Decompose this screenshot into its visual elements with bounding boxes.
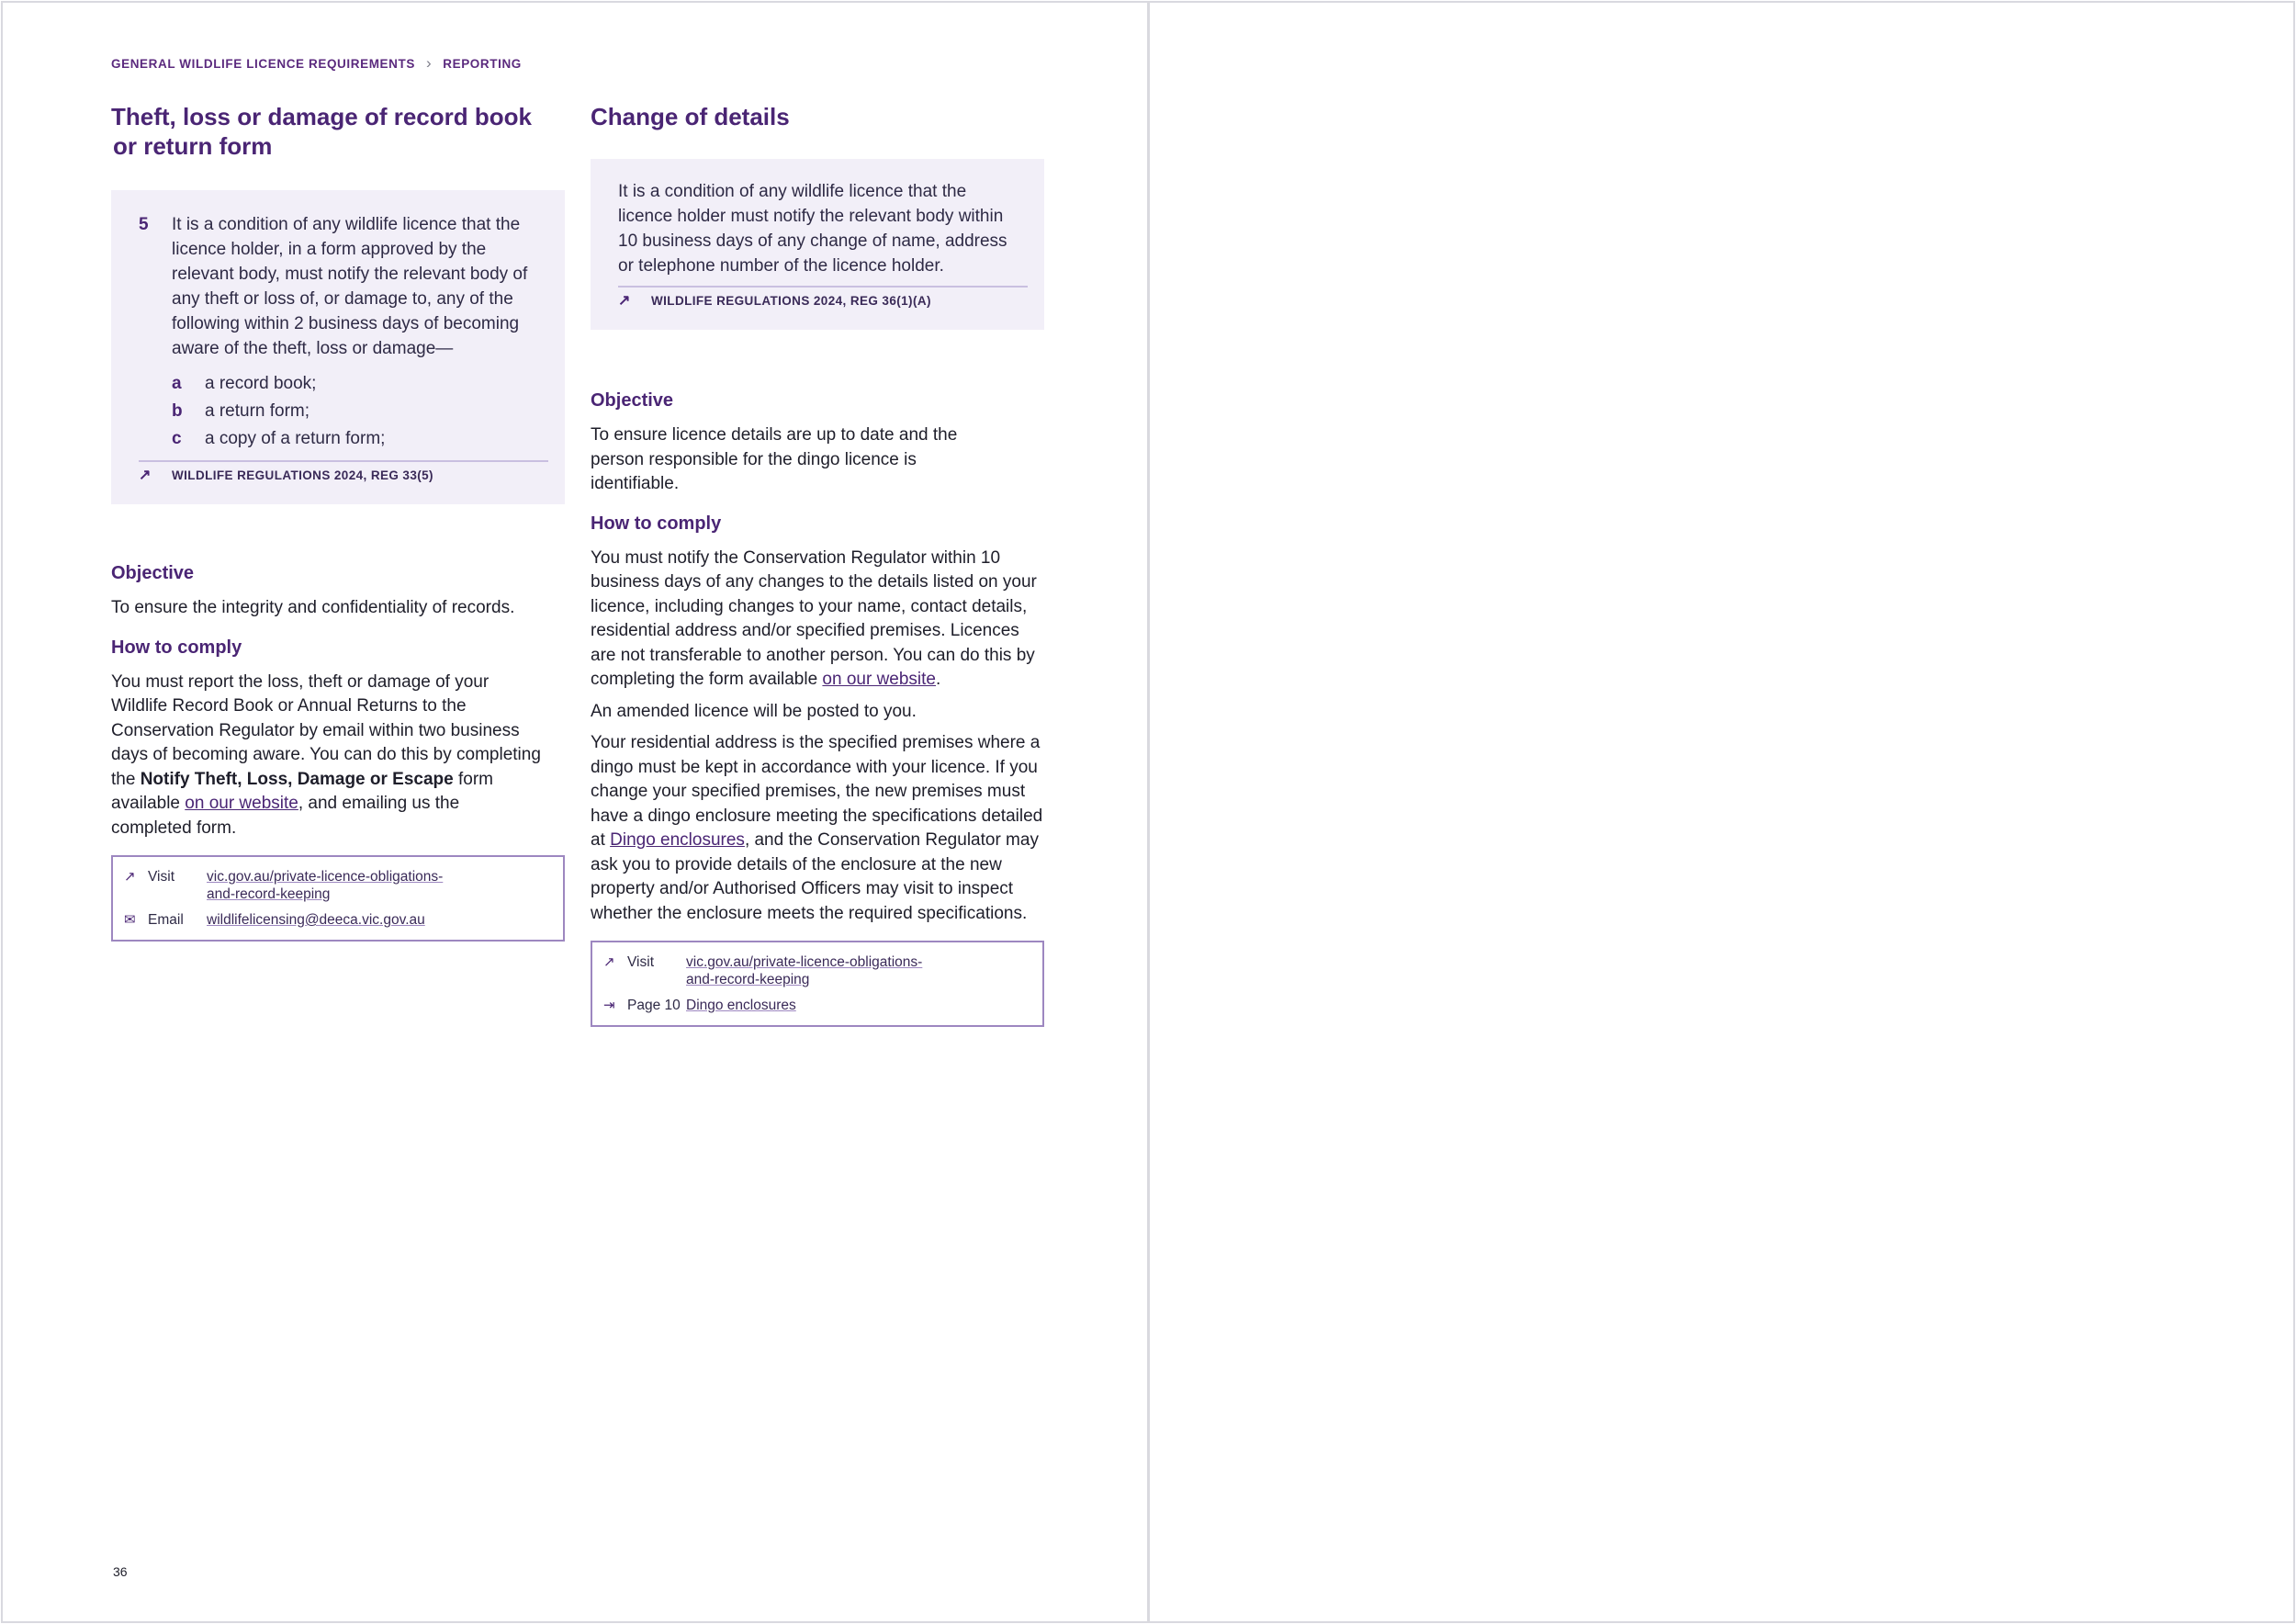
- email-label: Email: [148, 912, 184, 928]
- sublist-item: [172, 398, 548, 425]
- comply-text-part: You must report the loss, theft or damage of your Wildlife Record Book or Annual Returns to the Conservation Regulator by email within two business days of becoming aware. You can do this by completing the: [111, 671, 541, 789]
- sublist-text: a record book;: [205, 374, 317, 393]
- regulation-reference[interactable]: [139, 460, 548, 484]
- comply-text-part: form available: [111, 769, 494, 813]
- section-title-theft: [111, 102, 565, 161]
- objective-text: To ensure the integrity and confidentiality of records.: [111, 598, 515, 617]
- arrow-up-right-icon: ↗: [124, 869, 136, 885]
- comply-text-part: , and emailing us the completed form.: [111, 794, 460, 838]
- title-line-1: Theft, loss or damage of record book: [111, 103, 532, 130]
- sublist-item: [172, 425, 548, 453]
- contact-info-box: [111, 855, 565, 942]
- visit-link[interactable]: [207, 868, 443, 903]
- form-name: Notify Theft, Loss, Damage or Escape: [140, 769, 454, 789]
- sublist-letter: b: [172, 401, 183, 421]
- website-link[interactable]: on our website: [185, 794, 298, 813]
- page-ref-row: [603, 997, 1030, 1014]
- page-number: 36: [113, 1564, 128, 1579]
- visit-link-line-1[interactable]: vic.gov.au/private-licence-obligations-: [686, 954, 923, 970]
- left-page: [1, 1, 1149, 1623]
- objective-heading: Objective: [591, 390, 674, 411]
- left-column: [111, 102, 565, 942]
- regulation-box: [111, 190, 565, 504]
- email-link[interactable]: wildlifelicensing@deeca.vic.gov.au: [207, 912, 425, 928]
- right-column: [591, 102, 1044, 1027]
- objective-text: To ensure licence details are up to date and the person responsible for the dingo licence is identifiable.: [591, 425, 958, 493]
- reference-info-box: [591, 941, 1044, 1027]
- title-line-2: or return form: [113, 132, 273, 160]
- how-to-comply-heading: How to comply: [111, 637, 242, 658]
- visit-link-line-1[interactable]: vic.gov.au/private-licence-obligations-: [207, 869, 444, 885]
- regulation-text: It is a condition of any wildlife licence that the licence holder, in a form approved by the relevant body, must notify the relevant body of any theft or loss of, or damage to, any of the following within 2 business days of becoming aware of the theft, loss or damage—: [172, 215, 528, 358]
- sublist-text: a return form;: [205, 401, 310, 421]
- page-ref-link[interactable]: Dingo enclosures: [686, 998, 796, 1013]
- regulation-reference-text: WILDLIFE REGULATIONS 2024, REG 36(1)(A): [651, 293, 931, 308]
- regulation-sublist: [172, 370, 548, 453]
- visit-link[interactable]: [686, 953, 922, 988]
- envelope-icon: ✉: [124, 912, 136, 928]
- regulation-number: 5: [139, 215, 149, 234]
- breadcrumb-parent[interactable]: GENERAL WILDLIFE LICENCE REQUIREMENTS: [111, 56, 415, 71]
- how-to-comply-heading: How to comply: [591, 513, 722, 534]
- how-to-comply-text: [111, 671, 543, 841]
- sublist-letter: c: [172, 429, 182, 448]
- breadcrumb: [111, 54, 522, 73]
- how-to-comply-text: [591, 547, 1044, 693]
- comply-text-part: Your residential address is the specified premises where a dingo must be kept in accordance with your licence. If you change your specified premises, the new premises must have a dingo enclosure meeting the specifications detailed at: [591, 733, 1043, 850]
- arrow-up-right-icon: ↗: [139, 468, 152, 483]
- visit-row: [124, 868, 550, 903]
- sublist-text: a copy of a return form;: [205, 429, 386, 448]
- sublist-letter: a: [172, 374, 182, 393]
- visit-link-line-2[interactable]: and-record-keeping: [207, 886, 331, 902]
- email-row: [124, 911, 550, 929]
- chevron-right-icon: ›: [425, 54, 433, 72]
- regulation-box: [591, 159, 1044, 330]
- comply-text-part: , and the Conservation Regulator may ask you to provide details of the enclosure at the new property and/or Authorised Officers may visit to inspect whether the enclosure meets the required specifications.: [591, 830, 1039, 923]
- objective-heading: Objective: [111, 563, 195, 583]
- website-link[interactable]: on our website: [822, 670, 936, 689]
- arrow-to-bar-icon: ⇥: [603, 998, 615, 1013]
- breadcrumb-current[interactable]: REPORTING: [443, 56, 522, 71]
- regulation-item: [139, 212, 548, 361]
- notes-page: [1148, 1, 2295, 1623]
- residential-address-text: [591, 731, 1044, 926]
- amended-licence-text: An amended licence will be posted to you.: [591, 701, 917, 721]
- visit-link-line-2[interactable]: and-record-keeping: [686, 972, 810, 987]
- visit-label: Visit: [148, 869, 175, 885]
- comply-text-part: .: [936, 670, 941, 689]
- regulation-reference-text: WILDLIFE REGULATIONS 2024, REG 33(5): [172, 468, 433, 482]
- arrow-up-right-icon: ↗: [618, 293, 631, 309]
- regulation-text: It is a condition of any wildlife licence that the licence holder must notify the relevant body within 10 business days of any change of name, address or telephone number of the licence holder.: [618, 182, 1007, 276]
- arrow-up-right-icon: ↗: [603, 954, 615, 970]
- page-ref-label: Page 10: [627, 998, 681, 1013]
- dingo-enclosures-link[interactable]: Dingo enclosures: [610, 830, 745, 850]
- visit-label: Visit: [627, 954, 655, 970]
- comply-text-part: You must notify the Conservation Regulator within 10 business days of any changes to the details listed on your licence, including changes to your name, contact details, residential address and/or specified premises. Licences are not transferable to another person. You can do this by completing the form available: [591, 547, 1037, 689]
- visit-row: [603, 953, 1030, 988]
- section-title-change-of-details: Change of details: [591, 103, 790, 130]
- regulation-reference[interactable]: [618, 286, 1028, 310]
- sublist-item: [172, 370, 548, 398]
